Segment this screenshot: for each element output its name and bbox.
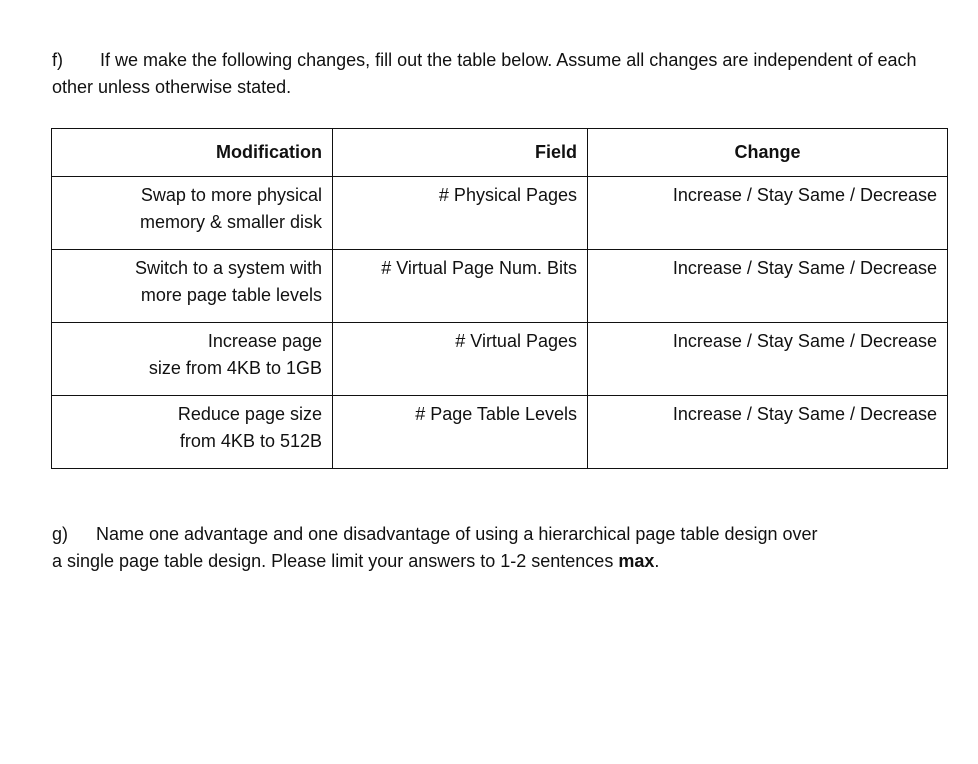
question-f-text: If we make the following changes, fill out the table below. Assume all changes are independent of each other unless otherwise stated. bbox=[52, 50, 917, 97]
modification-line: size from 4KB to 1GB bbox=[148, 358, 322, 378]
modification-line: Swap to more physical bbox=[140, 185, 322, 205]
question-f bbox=[52, 47, 932, 101]
modification-line: Switch to a system with bbox=[134, 258, 322, 278]
header-field: Field bbox=[333, 129, 588, 177]
question-g-text-2: a single page table design. Please limit your answers to 1-2 sentences bbox=[52, 551, 619, 571]
modification-cell bbox=[52, 250, 333, 323]
modification-line: Reduce page size bbox=[177, 404, 322, 424]
header-change: Change bbox=[588, 129, 948, 177]
modification-cell bbox=[52, 323, 333, 396]
header-modification: Modification bbox=[52, 129, 333, 177]
question-g-line2 bbox=[52, 548, 932, 575]
field-cell: # Physical Pages bbox=[333, 177, 588, 250]
table-row bbox=[52, 177, 948, 250]
table-row bbox=[52, 250, 948, 323]
question-g bbox=[52, 521, 932, 575]
question-g-line1 bbox=[52, 521, 932, 548]
modification-line: from 4KB to 512B bbox=[179, 431, 322, 451]
question-g-text-1: Name one advantage and one disadvantage of using a hierarchical page table design over bbox=[96, 524, 818, 544]
table-row bbox=[52, 323, 948, 396]
table-row bbox=[52, 396, 948, 469]
modification-cell bbox=[52, 396, 333, 469]
question-g-label: g) bbox=[52, 524, 69, 544]
change-cell[interactable]: Increase / Stay Same / Decrease bbox=[588, 323, 948, 396]
change-cell[interactable]: Increase / Stay Same / Decrease bbox=[588, 396, 948, 469]
change-cell[interactable]: Increase / Stay Same / Decrease bbox=[588, 250, 948, 323]
modification-line: memory & smaller disk bbox=[139, 212, 322, 232]
modification-line: more page table levels bbox=[140, 285, 322, 305]
modification-table bbox=[51, 128, 948, 469]
change-cell[interactable]: Increase / Stay Same / Decrease bbox=[588, 177, 948, 250]
question-g-period: . bbox=[654, 551, 660, 571]
field-cell: # Virtual Pages bbox=[333, 323, 588, 396]
question-f-label: f) bbox=[52, 50, 63, 70]
field-cell: # Page Table Levels bbox=[333, 396, 588, 469]
question-g-emphasis: max bbox=[618, 551, 655, 571]
field-cell: # Virtual Page Num. Bits bbox=[333, 250, 588, 323]
modification-line: Increase page bbox=[207, 331, 322, 351]
table-header-row bbox=[52, 129, 948, 177]
modification-cell bbox=[52, 177, 333, 250]
